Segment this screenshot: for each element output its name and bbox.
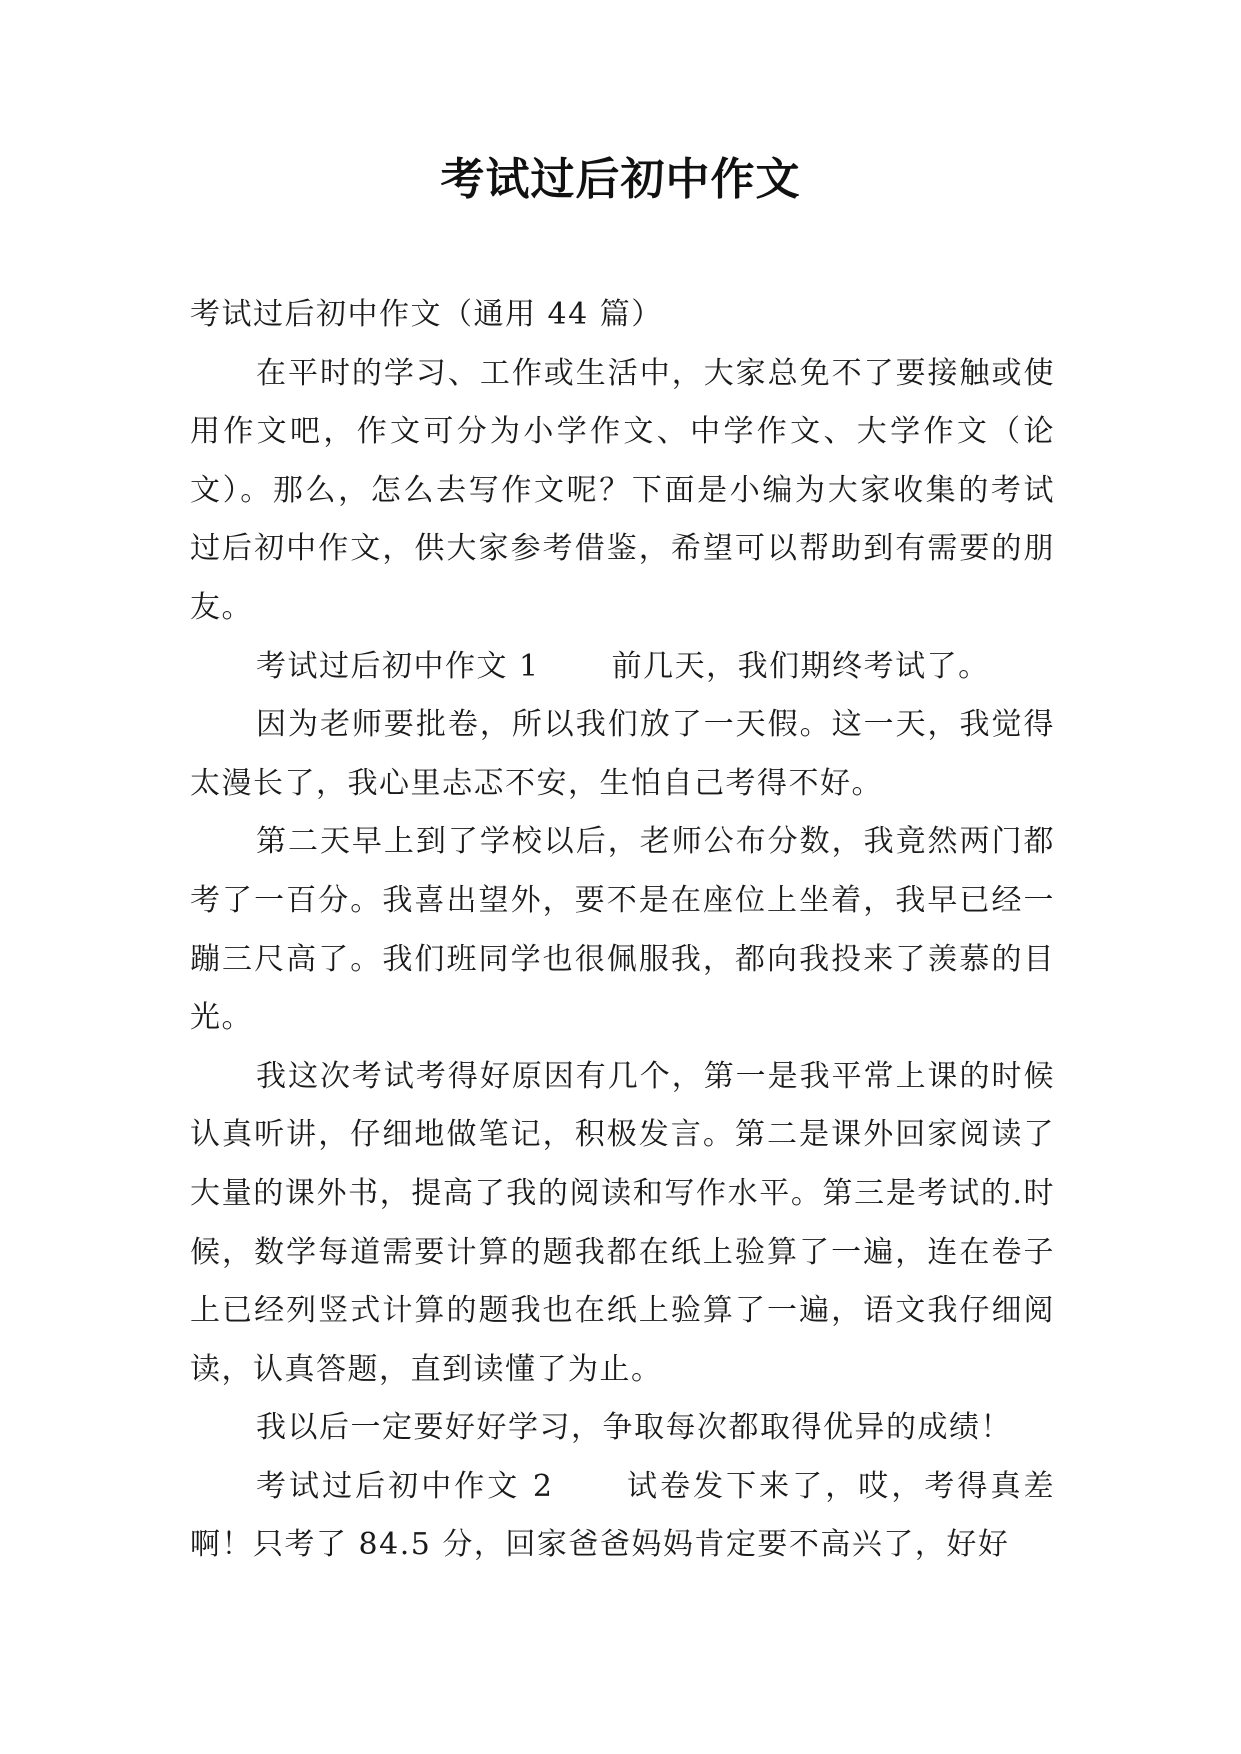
intro-paragraph: 在平时的学习、工作或生活中，大家总免不了要接触或使用作文吧，作文可分为小学作文、中学作文、大学作文（论文）。那么，怎么去写作文呢？下面是小编为大家收集的考试过后初中作文，供大家参考借鉴，希望可以帮助到有需要的朋友。 bbox=[190, 355, 1055, 625]
document-title: 考试过后初中作文 bbox=[440, 154, 801, 205]
essay-1-heading-line bbox=[190, 638, 1055, 697]
essay-2-heading-line bbox=[190, 1458, 1055, 1575]
document-body bbox=[190, 286, 1055, 1575]
essay-1-paragraph: 我以后一定要好好学习，争取每次都取得优异的成绩！ bbox=[256, 1410, 1012, 1446]
document-subtitle: 考试过后初中作文（通用 44 篇） bbox=[190, 297, 663, 332]
essay-1-paragraph: 第二天早上到了学校以后，老师公布分数，我竟然两门都考了一百分。我喜出望外，要不是在座位上坐着，我早已经一蹦三尺高了。我们班同学也很佩服我，都向我投来了羡慕的目光。 bbox=[190, 824, 1055, 1036]
essay-1-first-line: 前几天，我们期终考试了。 bbox=[611, 648, 990, 684]
essay-1-heading: 考试过后初中作文 1 bbox=[256, 648, 540, 684]
essay-1-paragraph: 我这次考试考得好原因有几个，第一是我平常上课的时候认真听讲，仔细地做笔记，积极发言。第二是课外回家阅读了大量的课外书，提高了我的阅读和写作水平。第三是考试的.时候，数学每道需要计算的题我都在纸上验算了一遍，连在卷子上已经列竖式计算的题我也在纸上验算了一遍，语文我仔细阅读，认真答题，直到读懂了为止。 bbox=[190, 1058, 1055, 1387]
essay-2-first-line: 试卷发下来了，哎，考得真差啊！只考了 84.5 分，回家爸爸妈妈肯定要不高兴了，好好 bbox=[190, 1468, 1056, 1563]
essay-1-paragraph: 因为老师要批卷，所以我们放了一天假。这一天，我觉得太漫长了，我心里忐忑不安，生怕自己考得不好。 bbox=[190, 707, 1055, 801]
essay-2-heading: 考试过后初中作文 2 bbox=[256, 1468, 554, 1504]
